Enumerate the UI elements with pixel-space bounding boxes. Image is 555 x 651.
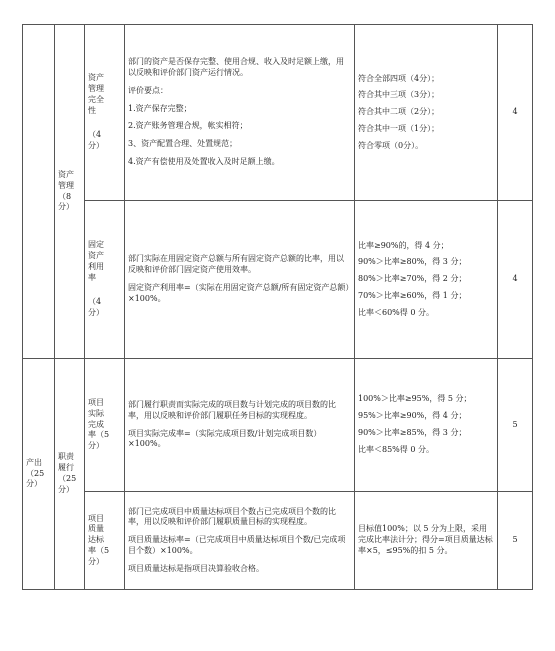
indicator-description (125, 492, 355, 590)
desc-line: 项目质量达标是指项目决算验收合格。 (128, 563, 264, 573)
indicator-points: （4 分） (88, 297, 104, 318)
indicator-description (125, 201, 355, 359)
indicator-name-cell (85, 25, 125, 201)
indicator-name: 项目 质量 达标 率（5 分） (88, 513, 110, 566)
criteria-line: 符合全部四项（4分）； (358, 73, 440, 83)
criteria-line: 90%＞比率≥80%，得 3 分； (358, 257, 467, 267)
indicator-name: 固定 资产 利用 率 (88, 240, 104, 282)
criteria-line: 90%＞比率≥85%，得 3 分； (358, 428, 467, 437)
score-value: 4 (498, 25, 533, 201)
indicator-name-cell (85, 359, 125, 492)
criteria-line: 符合其中二项（2分）； (358, 107, 440, 117)
score-value: 5 (498, 359, 533, 492)
level1-cell-empty (23, 25, 55, 359)
criteria-line: 70%＞比率≥60%，得 1 分； (358, 290, 467, 300)
indicator-name: 资产 管理 完全 性 (88, 73, 104, 115)
score-value: 5 (498, 492, 533, 590)
indicator-points: （4 分） (88, 130, 104, 151)
indicator-description (125, 359, 355, 492)
table-row (23, 359, 533, 492)
criteria-line: 目标值100%；以 5 分为上限，采用完成比率法计分；得分=项目质量达标率×5，≤95%的扣 5 分。 (358, 524, 493, 555)
desc-line: 项目质量达标率=（已完成项目中质量达标项目个数/已完成项目个数）×100%。 (128, 535, 346, 555)
desc-line: 部门的资产是否保存完整、使用合规、收入及时足额上缴，用以反映和评价部门资产运行情况。 (128, 57, 344, 77)
scoring-criteria (355, 359, 498, 492)
indicator-name-cell (85, 201, 125, 359)
indicator-name: 项目 实际 完成 率（5 分） (88, 398, 110, 451)
criteria-line: 符合其中一项（1分）； (358, 123, 440, 133)
scoring-criteria (355, 25, 498, 201)
desc-line: 项目实际完成率=（实际完成项目数/计划完成项目数）×100%。 (128, 428, 322, 449)
table-row (23, 201, 533, 359)
criteria-line: 100%＞比率≥95%，得 5 分； (358, 394, 472, 404)
score-value: 4 (498, 201, 533, 359)
indicator-name-cell (85, 492, 125, 590)
scoring-criteria (355, 492, 498, 590)
desc-line: 4.资产有偿使用及处置收入及时足额上缴。 (128, 156, 280, 166)
criteria-line: 比率＜85%得 0 分。 (358, 444, 434, 454)
desc-line: 1.资产保存完整； (128, 103, 192, 113)
desc-line: 2.资产账务管理合规，帐实相符； (128, 121, 248, 131)
criteria-line: 符合零项（0分）。 (358, 140, 424, 150)
desc-line: 部门履行职责而实际完成的项目数与计划完成的项目数的比率，用以反映和评价部门履职任务目标的实现程度。 (128, 399, 336, 420)
scoring-criteria (355, 201, 498, 359)
criteria-line: 比率≥90%的，得 4 分； (358, 240, 449, 250)
level2-cell-asset-mgmt: 资产 管理 （8 分） (55, 25, 85, 359)
desc-line: 部门实际在用固定资产总额与所有固定资产总额的比率，用以反映和评价部门固定资产使用效率。 (128, 254, 344, 275)
criteria-line: 95%＞比率≥90%，得 4 分； (358, 411, 467, 421)
desc-line: 固定资产利用率=（实际在用固定资产总额/所有固定资产总额）×100%。 (128, 283, 350, 303)
level1-cell-output: 产出 （25 分） (23, 359, 55, 590)
indicator-table (22, 24, 533, 590)
criteria-line: 比率＜60%得 0 分。 (358, 307, 434, 317)
table-row (23, 25, 533, 201)
indicator-description (125, 25, 355, 201)
criteria-line: 80%＞比率≥70%，得 2 分； (358, 274, 467, 284)
desc-line: 3、资产配置合理、处置规范； (128, 139, 238, 149)
level2-cell-duty: 职责 履行 （25 分） (55, 359, 85, 590)
desc-line: 评价要点： (128, 85, 168, 95)
table-row (23, 492, 533, 590)
criteria-line: 符合其中三项（3分）； (358, 90, 440, 100)
desc-line: 部门已完成项目中质量达标项目个数占已完成项目个数的比率，用以反映和评价部门履职质量目标的实现程度。 (128, 506, 336, 527)
